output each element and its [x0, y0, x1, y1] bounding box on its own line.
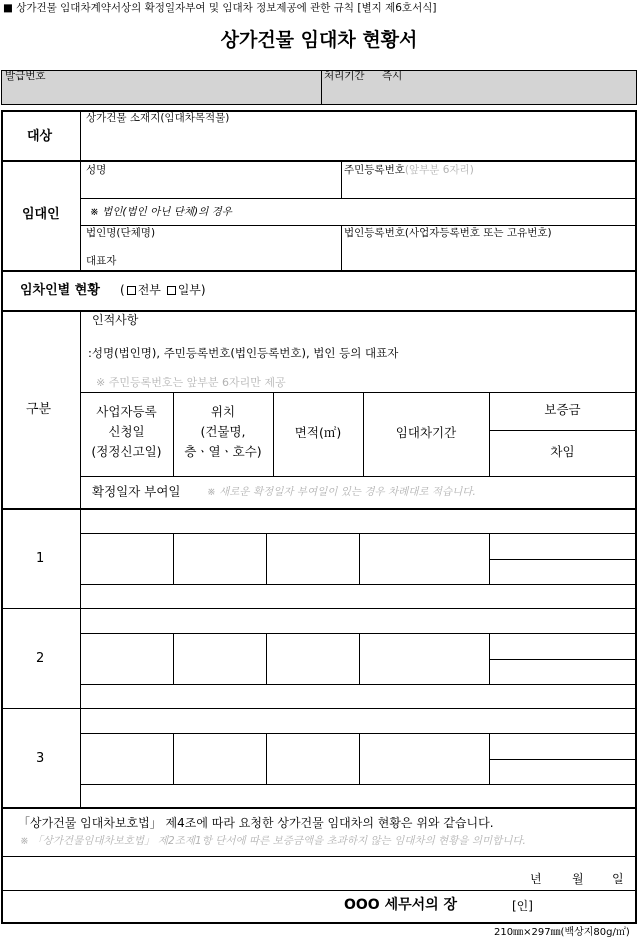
entry-number: 1 — [36, 551, 45, 566]
landlord-section-label: 임대인 — [22, 207, 60, 222]
issue-number-label: 발급번호 — [5, 70, 46, 82]
col-location: 위치 (건물명, 층ㆍ열ㆍ호수) — [184, 404, 262, 459]
personal-info-label: 인적사항 — [92, 313, 139, 327]
corp-note: ※ 법인(법인 아닌 단체)의 경우 — [90, 206, 232, 218]
date-day: 일 — [612, 872, 624, 886]
processing-period-value: 즉시 — [382, 70, 403, 82]
page-title: 상가건물 임대차 현황서 — [220, 29, 418, 51]
corp-name-label: 법인명(단체명) — [86, 227, 156, 239]
main-box-bottom — [1, 922, 637, 924]
col-biz-registration: 사업자등록 신청일 (정정신고일) — [91, 404, 162, 459]
tenant-status-options: ( 전부 일부) — [120, 283, 206, 297]
col-period: 임대차기간 — [395, 425, 457, 440]
landlord-name-label: 성명 — [86, 164, 107, 176]
seal-placeholder: [인] — [512, 899, 533, 913]
confirm-date-label: 확정일자 부여일 — [92, 484, 181, 499]
entry-number: 3 — [36, 751, 45, 766]
processing-period-label: 처리기간 — [324, 70, 365, 82]
date-month: 월 — [572, 872, 584, 886]
option-part-label: 일부 — [177, 283, 201, 297]
statement-note: ※ 「상가건물임대차보호법」 제2조제1항 단서에 따른 보증금액을 초과하지 않는 임대차의 현황을 의미합니다. — [20, 835, 526, 847]
option-part-checkbox[interactable] — [167, 286, 176, 295]
confirm-date-note: ※ 새로운 확정일자 부여일이 있는 경우 차례대로 적습니다. — [207, 486, 476, 498]
col-rent: 차임 — [550, 444, 575, 459]
category-section-label: 구분 — [26, 402, 52, 417]
tenant-status-label: 임차인별 현황 — [20, 283, 100, 298]
option-all-label: 전부 — [137, 283, 161, 297]
form-reference: ■ 상가건물 임대차계약서상의 확정일자부여 및 임대차 정보제공에 관한 규칙 [별지 제6호서식] — [3, 2, 437, 14]
entry-number: 2 — [36, 651, 45, 666]
signer-title: ООО 세무서의 장 — [344, 897, 458, 913]
paper-size: 210㎜×297㎜(백상지80g/㎡) — [494, 927, 630, 938]
date-year: 년 — [530, 872, 542, 886]
location-label: 상가건물 소재지(임대차목적물) — [86, 112, 230, 124]
col-area: 면적(㎡) — [294, 425, 342, 440]
personal-info-note: ※ 주민등록번호는 앞부분 6자리만 제공 — [96, 376, 286, 389]
reg-no-label: 주민등록번호 — [344, 164, 405, 176]
representative-label: 대표자 — [86, 255, 117, 267]
personal-info-detail: :성명(법인명), 주민등록번호(법인등록번호), 법인 등의 대표자 — [88, 346, 399, 360]
option-all-checkbox[interactable] — [127, 286, 136, 295]
reg-no-hint: (앞부분 6자리) — [404, 164, 474, 176]
col-deposit: 보증금 — [544, 402, 581, 417]
statement-text: 「상가건물 임대차보호법」 제4조에 따라 요청한 상가건물 임대차의 현황은 위와 같습니다. — [18, 816, 494, 830]
issue-strip — [1, 70, 637, 104]
corp-reg-label: 법인등록번호(사업자등록번호 또는 고유번호) — [344, 227, 552, 239]
target-section-label: 대상 — [27, 129, 53, 144]
